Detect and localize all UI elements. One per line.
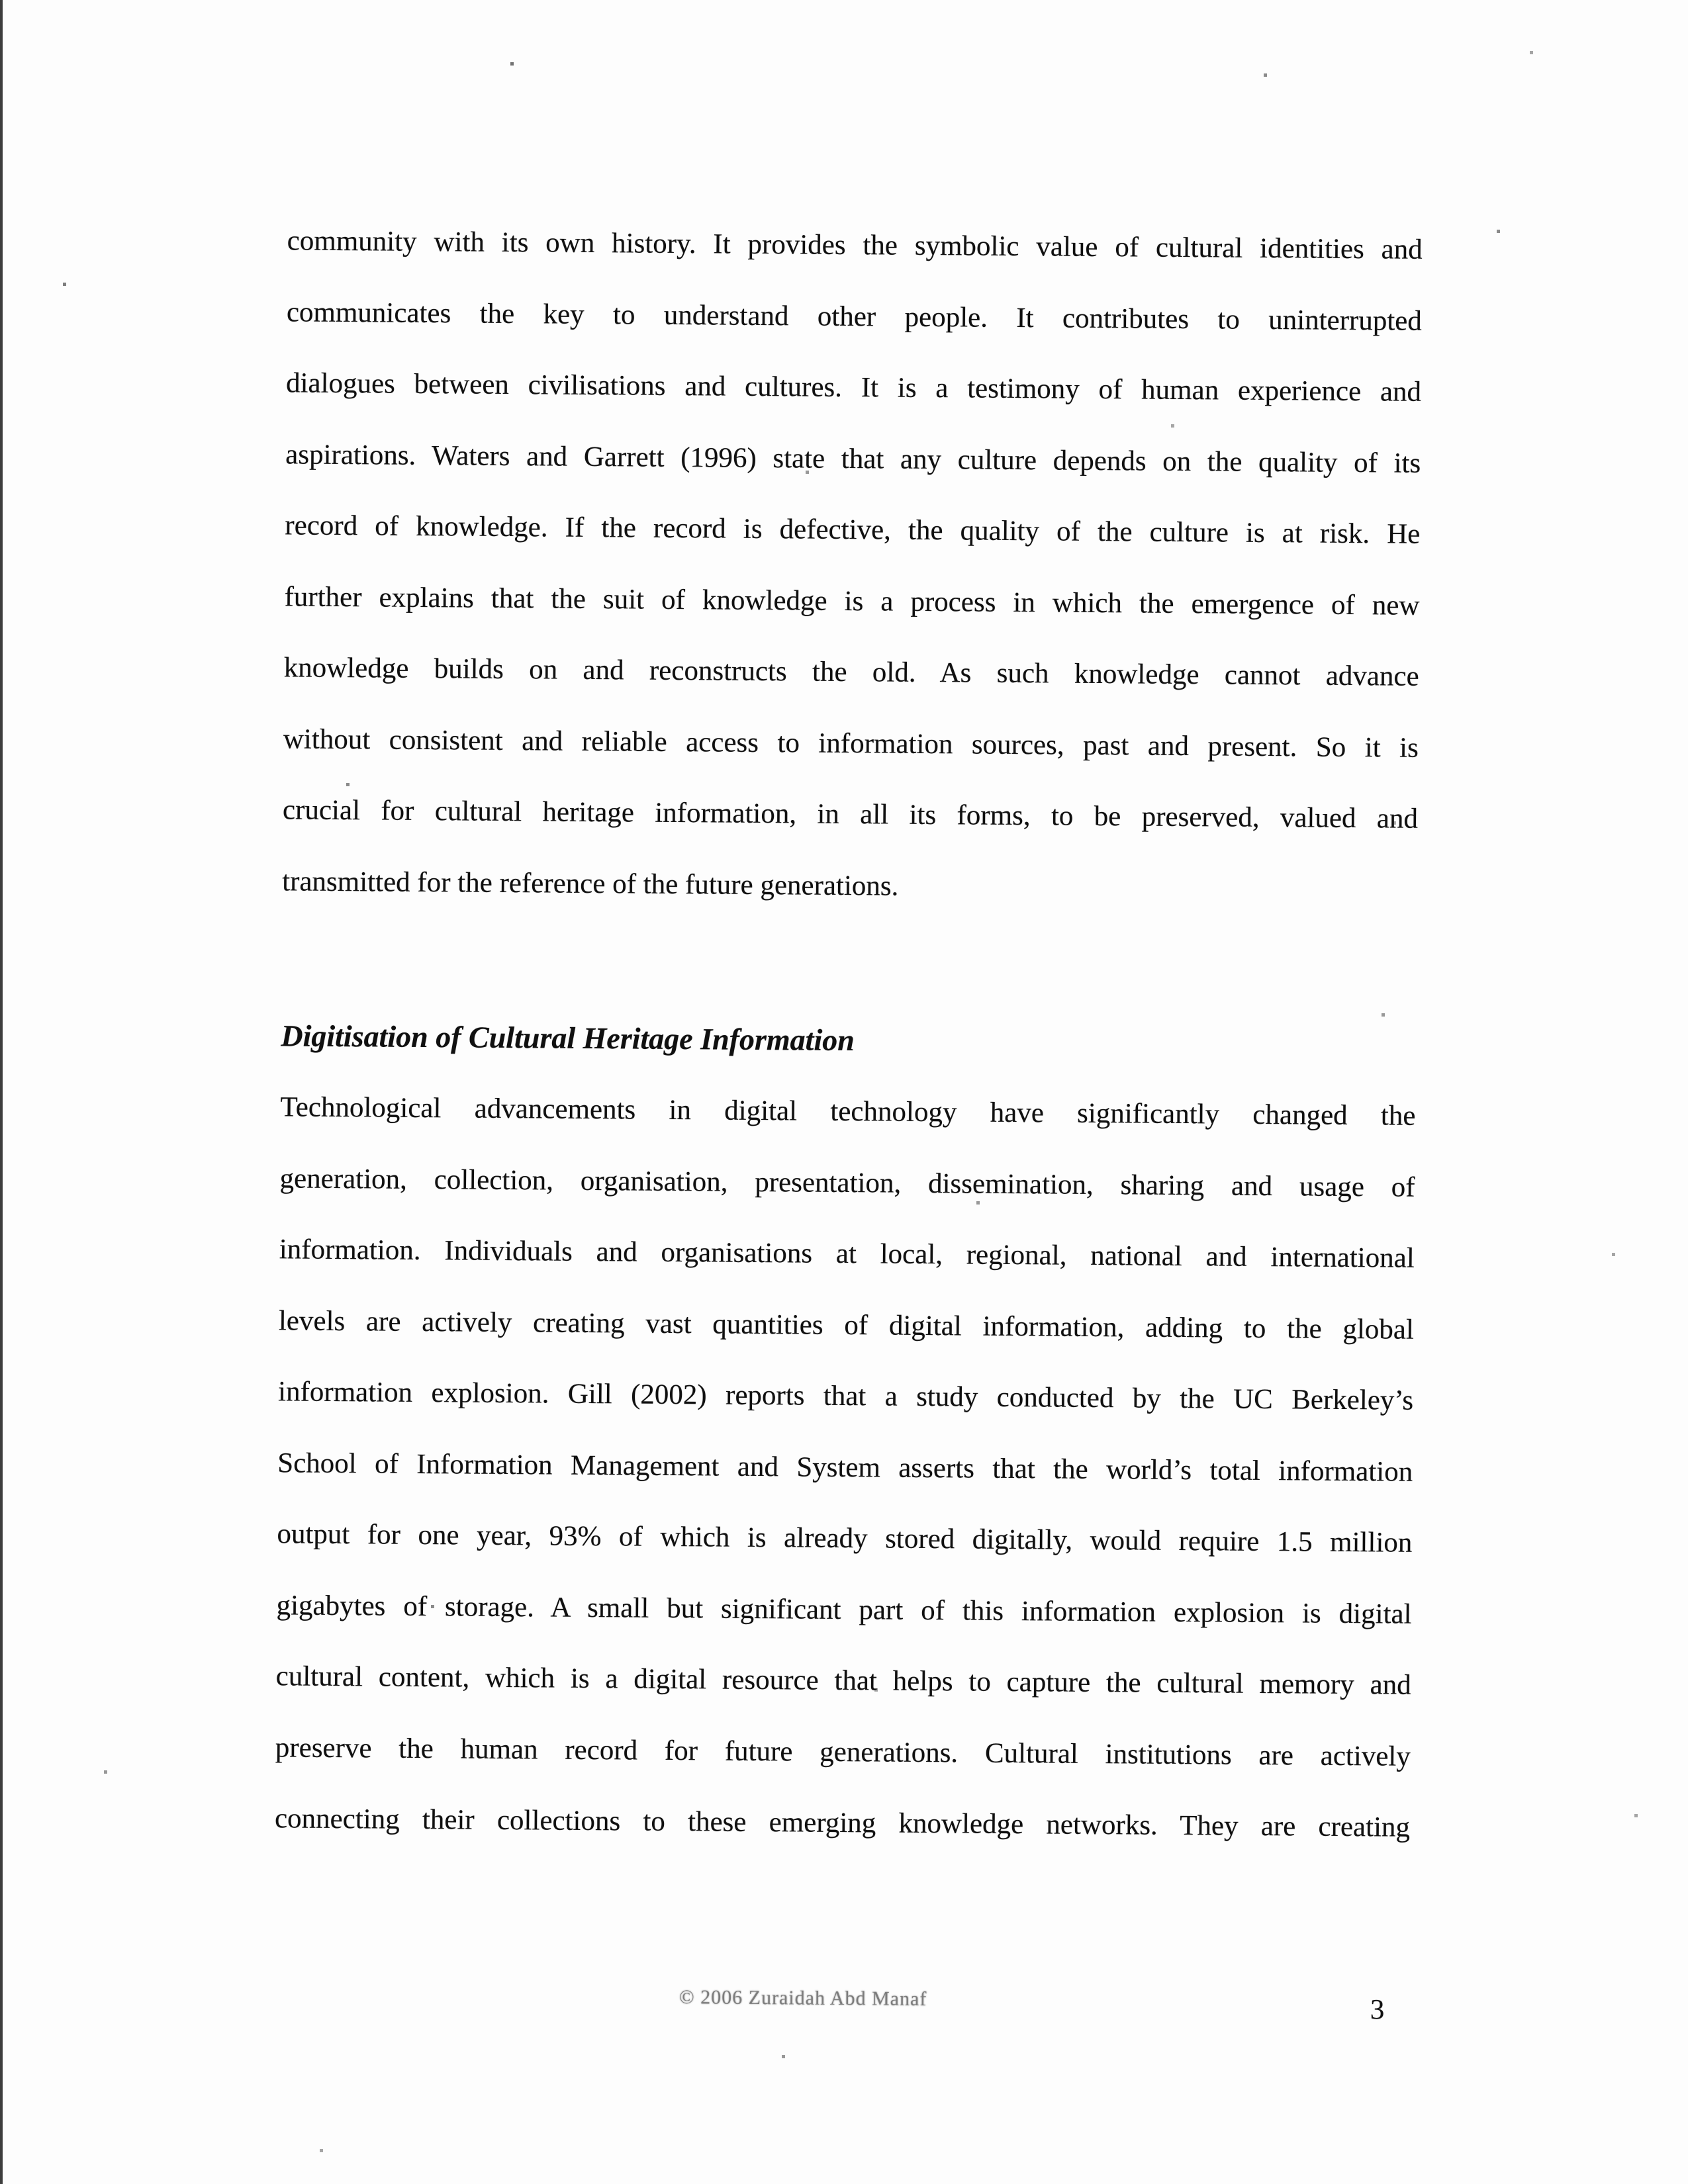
text-line: cultural content, which is a digital resource that helps to capture the cultural memory and	[275, 1661, 1411, 1701]
text-line: aspirations. Waters and Garrett (1996) state that any culture depends on the quality of its	[285, 438, 1421, 479]
text-line: generation, collection, organisation, presentation, dissemination, sharing and usage of	[279, 1162, 1415, 1203]
text-line: transmitted for the reference of the future generations.	[281, 865, 899, 902]
page-number: 3	[1370, 1994, 1385, 2026]
paragraph-2	[275, 1071, 1416, 1863]
paragraph-1	[282, 205, 1423, 925]
section-heading: Digitisation of Cultural Heritage Information	[281, 1019, 855, 1058]
text-line: Technological advancements in digital technology have significantly changed the	[280, 1091, 1416, 1132]
text-line: gigabytes of storage. A small but significant part of this information explosion is digital	[276, 1589, 1412, 1630]
footer-copyright: © 2006 Zuraidah Abd Manaf	[679, 1986, 927, 2011]
text-line: without consistent and reliable access to information sources, past and present. So it is	[283, 723, 1419, 764]
text-line: dialogues between civilisations and cultures. It is a testimony of human experience and	[285, 367, 1422, 408]
text-line: levels are actively creating vast quantities of digital information, adding to the global	[278, 1304, 1415, 1345]
text-line: communicates the key to understand other people. It contributes to uninterrupted	[286, 296, 1423, 337]
scan-noise-specks	[0, 0, 2, 2]
text-line: output for one year, 93% of which is already stored digitally, would require 1.5 million	[277, 1518, 1413, 1559]
text-line: preserve the human record for future generations. Cultural institutions are actively	[275, 1731, 1411, 1772]
text-line: connecting their collections to these emerging knowledge networks. They are creating	[274, 1803, 1411, 1843]
text-line: knowledge builds on and reconstructs the old. As such knowledge cannot advance	[283, 652, 1419, 692]
text-line: information. Individuals and organisations at local, regional, national and international	[279, 1234, 1415, 1274]
text-line: record of knowledge. If the record is defective, the quality of the culture is at risk. He	[285, 510, 1421, 550]
text-line: information explosion. Gill (2002) reports that a study conducted by the UC Berkeley’s	[277, 1376, 1414, 1416]
text-line: crucial for cultural heritage information, in all its forms, to be preserved, valued and	[282, 794, 1419, 835]
text-line: School of Information Management and System asserts that the world’s total information	[277, 1447, 1413, 1488]
text-line: community with its own history. It provides the symbolic value of cultural identities and	[287, 225, 1423, 265]
text-line: further explains that the suit of knowledge is a process in which the emergence of new	[284, 580, 1420, 621]
